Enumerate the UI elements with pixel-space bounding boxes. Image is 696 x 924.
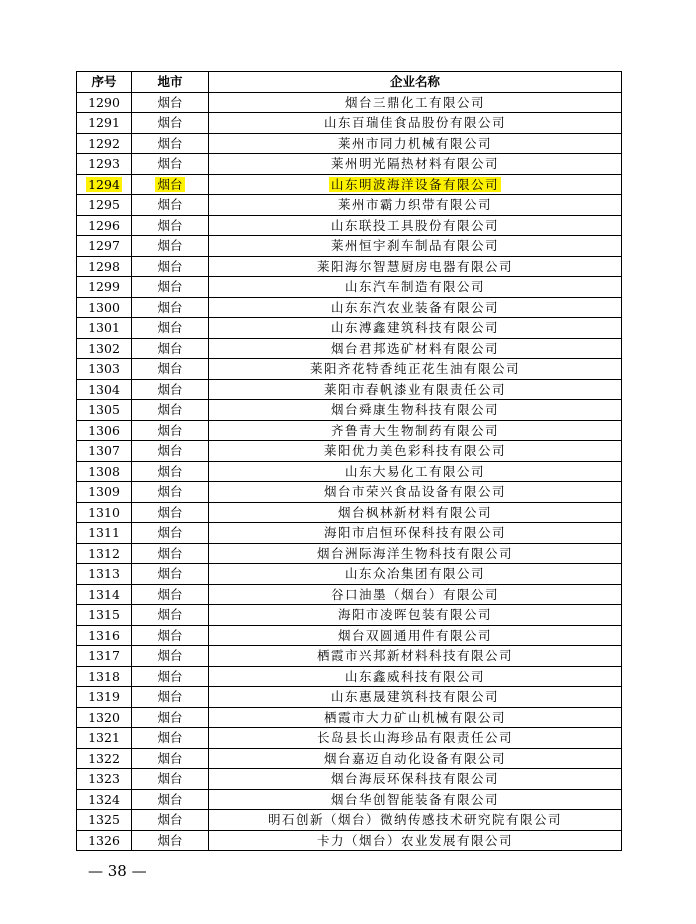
row-number-cell-text: 1317 [88,648,120,664]
city-cell [132,133,209,154]
city-cell [132,687,209,708]
city-cell-text: 烟台 [157,607,183,623]
company-name-cell-text: 山东汽车制造有限公司 [344,279,485,295]
row-number-cell [77,830,132,851]
city-cell-text: 烟台 [157,320,183,336]
table-row [77,359,622,380]
table-row [77,154,622,175]
row-number-cell [77,564,132,585]
city-cell-text: 烟台 [157,443,183,459]
row-number-cell-text: 1318 [88,668,120,684]
city-cell [132,646,209,667]
city-cell-text: 烟台 [157,750,183,766]
city-cell [132,564,209,585]
company-name-cell [209,359,622,380]
city-cell-text: 烟台 [157,299,183,315]
row-number-cell [77,174,132,195]
company-name-cell [209,420,622,441]
company-name-cell [209,400,622,421]
row-number-cell-text: 1320 [88,709,120,725]
row-number-cell-text: 1308 [88,463,120,479]
city-cell-text: 烟台 [157,402,183,418]
row-number-cell-text: 1319 [88,689,120,705]
city-cell [132,748,209,769]
company-name-cell [209,441,622,462]
city-cell-text: 烟台 [157,832,183,848]
company-name-cell-text: 齐鲁青大生物制药有限公司 [330,422,499,438]
company-name-cell-text: 烟台洲际海洋生物科技有限公司 [316,545,513,561]
row-number-cell [77,482,132,503]
company-name-cell-text: 烟台三鼎化工有限公司 [344,94,485,110]
city-cell-text: 烟台 [157,689,183,705]
company-name-cell-text: 莱州明光隔热材料有限公司 [330,156,499,172]
table-row [77,769,622,790]
company-name-cell [209,707,622,728]
row-number-cell-text: 1302 [88,340,120,356]
row-number-cell-text: 1309 [88,484,120,500]
row-number-cell [77,769,132,790]
company-name-cell [209,133,622,154]
company-name-cell [209,195,622,216]
row-number-cell [77,318,132,339]
city-cell-text: 烟台 [157,627,183,643]
row-number-cell [77,92,132,113]
city-cell [132,256,209,277]
company-name-cell [209,297,622,318]
table-row [77,195,622,216]
city-cell [132,277,209,298]
table-row [77,625,622,646]
table-row [77,748,622,769]
company-name-cell-text: 莱阳海尔智慧厨房电器有限公司 [316,258,513,274]
city-cell [132,154,209,175]
row-number-cell [77,256,132,277]
row-number-cell [77,297,132,318]
row-number-cell [77,728,132,749]
company-name-cell-text: 烟台君邦选矿材料有限公司 [330,340,499,356]
company-name-cell-text: 山东众冶集团有限公司 [344,566,485,582]
row-number-cell-text: 1295 [88,197,120,213]
table-row [77,605,622,626]
row-number-cell-text: 1304 [88,381,120,397]
row-number-cell-text: 1310 [88,504,120,520]
city-cell [132,359,209,380]
company-name-cell-text: 谷口油墨（烟台）有限公司 [330,586,499,602]
table-row [77,810,622,831]
city-cell-text: 烟台 [157,771,183,787]
row-number-cell [77,400,132,421]
city-cell-text: 烟台 [157,668,183,684]
city-cell-text: 烟台 [157,197,183,213]
row-number-cell-text: 1297 [88,238,120,254]
city-cell-text: 烟台 [157,422,183,438]
row-number-cell-text: 1326 [88,832,120,848]
company-name-cell [209,154,622,175]
company-name-cell [209,113,622,134]
city-cell [132,769,209,790]
table-row [77,338,622,359]
city-cell [132,584,209,605]
table-row [77,379,622,400]
city-cell [132,400,209,421]
company-name-cell [209,543,622,564]
table-row [77,789,622,810]
company-name-cell [209,687,622,708]
row-number-cell [77,523,132,544]
city-cell [132,236,209,257]
table-row [77,400,622,421]
company-name-cell-text: 山东大易化工有限公司 [344,463,485,479]
city-cell-text: 烟台 [157,586,183,602]
city-cell [132,195,209,216]
row-number-cell-text: 1293 [88,156,120,172]
company-name-cell [209,584,622,605]
table-row [77,92,622,113]
row-number-cell-text: 1299 [88,279,120,295]
company-name-cell [209,338,622,359]
city-cell [132,338,209,359]
table-row [77,523,622,544]
row-number-cell [77,195,132,216]
row-number-cell-text: 1290 [88,94,120,110]
row-number-cell [77,625,132,646]
company-name-cell-text: 烟台双圆通用件有限公司 [337,627,492,643]
city-cell-text: 烟台 [157,94,183,110]
row-number-cell [77,338,132,359]
city-cell [132,482,209,503]
row-number-cell [77,789,132,810]
row-number-cell [77,359,132,380]
row-number-cell [77,666,132,687]
row-number-cell-text: 1315 [88,607,120,623]
row-number-cell-text: 1298 [88,258,120,274]
row-number-cell-text: 1316 [88,627,120,643]
city-cell-text: 烟台 [157,279,183,295]
company-name-cell [209,92,622,113]
city-cell-text: 烟台 [157,258,183,274]
city-cell-text: 烟台 [157,525,183,541]
row-number-cell-text: 1321 [88,730,120,746]
company-name-cell [209,174,622,195]
page-number: — 38 — [88,862,147,880]
city-cell [132,543,209,564]
row-number-cell [77,215,132,236]
city-cell [132,297,209,318]
row-number-cell-text: 1300 [88,299,120,315]
row-number-cell [77,461,132,482]
city-cell [132,605,209,626]
company-name-cell [209,277,622,298]
city-cell-text: 烟台 [157,156,183,172]
city-cell [132,92,209,113]
company-name-cell-text: 山东溥鑫建筑科技有限公司 [330,320,499,336]
table-row [77,215,622,236]
row-number-cell [77,379,132,400]
city-cell [132,810,209,831]
row-number-cell [77,277,132,298]
company-name-cell [209,318,622,339]
city-cell-text: 烟台 [157,648,183,664]
city-cell-text: 烟台 [157,566,183,582]
city-cell-text: 烟台 [157,115,183,131]
row-number-cell-text: 1323 [88,771,120,787]
row-number-cell-text: 1325 [88,812,120,828]
company-name-cell-text: 烟台枫林新材料有限公司 [337,504,492,520]
table-row [77,482,622,503]
table-row [77,236,622,257]
company-name-cell [209,605,622,626]
city-cell-text: 烟台 [157,484,183,500]
company-name-cell [209,215,622,236]
table-row [77,297,622,318]
company-name-cell [209,236,622,257]
company-name-cell-text: 海阳市凌晖包装有限公司 [337,607,492,623]
company-name-cell-text: 山东联投工具股份有限公司 [330,217,499,233]
city-cell-text: 烟台 [157,217,183,233]
city-cell-text: 烟台 [157,135,183,151]
table-row [77,174,622,195]
company-name-cell-text: 莱阳市春帆漆业有限责任公司 [323,381,506,397]
table-row [77,666,622,687]
company-name-cell-text: 栖霞市大力矿山机械有限公司 [323,709,506,725]
table-row [77,687,622,708]
row-number-cell-text: 1311 [88,525,120,541]
company-name-cell-text: 莱州市霸力织带有限公司 [337,197,492,213]
row-number-cell-text: 1307 [88,443,120,459]
company-name-cell [209,379,622,400]
table-row [77,830,622,851]
enterprise-table [76,71,622,851]
header-name: 企业名称 [209,72,622,93]
city-cell [132,502,209,523]
company-name-cell-text: 莱州恒宇刹车制品有限公司 [330,238,499,254]
company-name-cell-text: 卡力（烟台）农业发展有限公司 [316,832,513,848]
row-number-cell-text: 1291 [88,115,120,131]
company-name-cell [209,625,622,646]
city-cell-text: 烟台 [157,463,183,479]
city-cell [132,523,209,544]
row-number-cell [77,687,132,708]
company-name-cell-text: 烟台嘉迈自动化设备有限公司 [323,750,506,766]
table-row [77,564,622,585]
header-city: 地市 [132,72,209,93]
row-number-cell-text: 1294 [88,176,120,192]
city-cell-text: 烟台 [157,709,183,725]
table-row [77,707,622,728]
row-number-cell [77,707,132,728]
city-cell [132,113,209,134]
company-name-cell-text: 烟台华创智能装备有限公司 [330,791,499,807]
city-cell [132,420,209,441]
company-name-cell-text: 海阳市启恒环保科技有限公司 [323,525,506,541]
table-row [77,113,622,134]
row-number-cell-text: 1301 [88,320,120,336]
city-cell [132,625,209,646]
table-row [77,441,622,462]
company-name-cell-text: 山东鑫威科技有限公司 [344,668,485,684]
row-number-cell-text: 1313 [88,566,120,582]
company-name-cell [209,748,622,769]
row-number-cell-text: 1314 [88,586,120,602]
city-cell-text: 烟台 [157,340,183,356]
company-name-cell-text: 烟台海辰环保科技有限公司 [330,771,499,787]
row-number-cell [77,646,132,667]
table-row [77,256,622,277]
city-cell [132,707,209,728]
city-cell [132,174,209,195]
company-name-cell [209,564,622,585]
company-name-cell [209,482,622,503]
company-name-cell-text: 明石创新（烟台）微纳传感技术研究院有限公司 [267,812,562,828]
row-number-cell [77,605,132,626]
company-name-cell [209,769,622,790]
table-row [77,543,622,564]
table-row [77,646,622,667]
table-row [77,502,622,523]
city-cell-text: 烟台 [157,504,183,520]
row-number-cell-text: 1292 [88,135,120,151]
city-cell [132,461,209,482]
city-cell [132,789,209,810]
city-cell-text: 烟台 [157,545,183,561]
city-cell [132,728,209,749]
company-name-cell-text: 山东明波海洋设备有限公司 [330,176,499,192]
company-name-cell-text: 烟台市荣兴食品设备有限公司 [323,484,506,500]
table-row [77,420,622,441]
company-name-cell [209,728,622,749]
city-cell [132,215,209,236]
row-number-cell [77,236,132,257]
company-name-cell-text: 长岛县长山海珍品有限责任公司 [316,730,513,746]
table-row [77,133,622,154]
company-name-cell [209,523,622,544]
city-cell-text: 烟台 [157,381,183,397]
company-name-cell [209,502,622,523]
city-cell-text: 烟台 [157,176,183,192]
row-number-cell [77,441,132,462]
table-header-row [77,72,622,93]
city-cell-text: 烟台 [157,238,183,254]
company-name-cell-text: 烟台舜康生物科技有限公司 [330,402,499,418]
company-name-cell [209,789,622,810]
table-row [77,277,622,298]
city-cell-text: 烟台 [157,812,183,828]
row-number-cell-text: 1306 [88,422,120,438]
city-cell [132,830,209,851]
city-cell [132,441,209,462]
row-number-cell-text: 1312 [88,545,120,561]
row-number-cell [77,543,132,564]
company-name-cell [209,810,622,831]
company-name-cell-text: 莱阳齐花特香纯正花生油有限公司 [309,361,520,377]
city-cell [132,666,209,687]
row-number-cell [77,810,132,831]
company-name-cell-text: 山东百瑞佳食品股份有限公司 [323,115,506,131]
table-row [77,461,622,482]
row-number-cell-text: 1296 [88,217,120,233]
table-row [77,728,622,749]
table-row [77,318,622,339]
company-name-cell-text: 莱州市同力机械有限公司 [337,135,492,151]
table-row [77,584,622,605]
row-number-cell [77,133,132,154]
city-cell [132,379,209,400]
company-name-cell-text: 山东东汽农业装备有限公司 [330,299,499,315]
company-name-cell-text: 栖霞市兴邦新材料科技有限公司 [316,648,513,664]
row-number-cell-text: 1305 [88,402,120,418]
city-cell-text: 烟台 [157,730,183,746]
city-cell [132,318,209,339]
row-number-cell [77,154,132,175]
row-number-cell-text: 1303 [88,361,120,377]
company-name-cell [209,256,622,277]
row-number-cell [77,748,132,769]
company-name-cell [209,830,622,851]
row-number-cell [77,584,132,605]
company-name-cell [209,646,622,667]
row-number-cell-text: 1322 [88,750,120,766]
company-name-cell-text: 山东惠晟建筑科技有限公司 [330,689,499,705]
company-name-cell-text: 莱阳优力美色彩科技有限公司 [323,443,506,459]
city-cell-text: 烟台 [157,361,183,377]
row-number-cell [77,420,132,441]
company-name-cell [209,666,622,687]
row-number-cell [77,113,132,134]
row-number-cell [77,502,132,523]
city-cell-text: 烟台 [157,791,183,807]
header-no: 序号 [77,72,132,93]
company-name-cell [209,461,622,482]
row-number-cell-text: 1324 [88,791,120,807]
